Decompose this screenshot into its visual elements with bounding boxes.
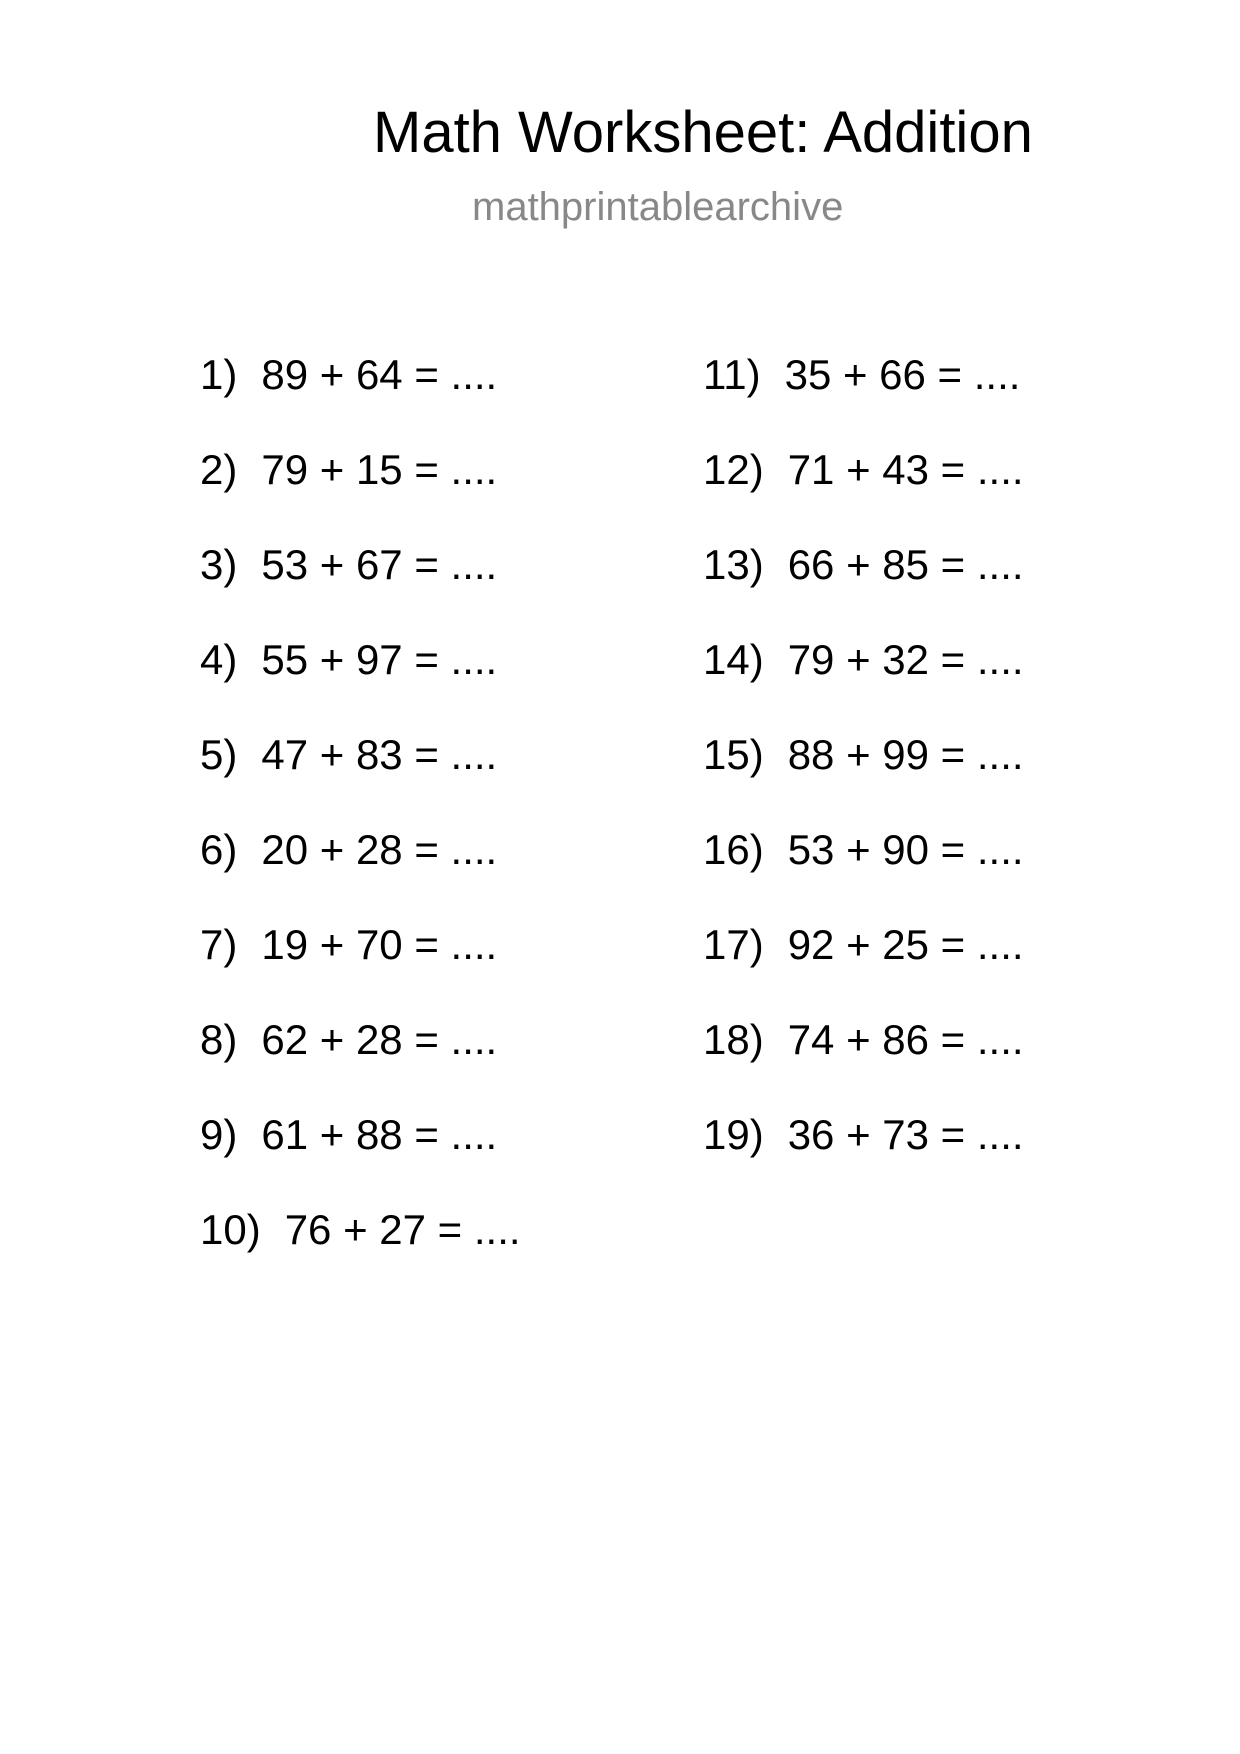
problem-item (200, 1110, 497, 1160)
problem-expression: 55 + 97 = .... (261, 636, 498, 683)
problem-number: 12) (703, 446, 764, 493)
problem-number: 8) (200, 1016, 238, 1063)
problem-item (703, 1015, 1024, 1065)
problem-expression: 88 + 99 = .... (787, 731, 1024, 778)
problem-number: 18) (703, 1016, 764, 1063)
problem-item (200, 920, 497, 970)
problem-number: 15) (703, 731, 764, 778)
problem-expression: 61 + 88 = .... (261, 1111, 498, 1158)
problem-number: 4) (200, 636, 238, 683)
problem-expression: 74 + 86 = .... (787, 1016, 1024, 1063)
problem-item (200, 825, 497, 875)
problem-expression: 20 + 28 = .... (261, 826, 498, 873)
problem-expression: 79 + 32 = .... (787, 636, 1024, 683)
problem-number: 10) (200, 1206, 261, 1253)
problem-number: 17) (703, 921, 764, 968)
problem-number: 7) (200, 921, 238, 968)
problem-item (703, 1110, 1024, 1160)
problem-expression: 36 + 73 = .... (787, 1111, 1024, 1158)
problem-expression: 62 + 28 = .... (261, 1016, 498, 1063)
problem-expression: 66 + 85 = .... (787, 541, 1024, 588)
problem-expression: 53 + 90 = .... (787, 826, 1024, 873)
problem-expression: 89 + 64 = .... (261, 351, 498, 398)
problem-item (703, 920, 1024, 970)
problem-expression: 71 + 43 = .... (787, 446, 1024, 493)
problem-item (703, 825, 1024, 875)
problem-expression: 79 + 15 = .... (261, 446, 498, 493)
problem-item (703, 635, 1024, 685)
problem-item (200, 540, 497, 590)
problem-number: 9) (200, 1111, 238, 1158)
problem-number: 16) (703, 826, 764, 873)
problem-item (200, 730, 497, 780)
problem-expression: 92 + 25 = .... (787, 921, 1024, 968)
problem-item (200, 445, 497, 495)
problem-item (703, 730, 1024, 780)
problem-expression: 47 + 83 = .... (261, 731, 498, 778)
problem-number: 3) (200, 541, 238, 588)
problem-number: 14) (703, 636, 764, 683)
problem-item (703, 445, 1024, 495)
problem-expression: 76 + 27 = .... (284, 1206, 521, 1253)
problem-number: 19) (703, 1111, 764, 1158)
problem-number: 6) (200, 826, 238, 873)
problem-item (200, 635, 497, 685)
problem-item (200, 1205, 521, 1255)
page-subtitle: mathprintablearchive (472, 185, 844, 229)
problem-expression: 19 + 70 = .... (261, 921, 498, 968)
problem-number: 1) (200, 351, 238, 398)
problem-number: 2) (200, 446, 238, 493)
problem-item (703, 350, 1020, 400)
problem-expression: 53 + 67 = .... (261, 541, 498, 588)
problem-item (200, 1015, 497, 1065)
problem-item (200, 350, 497, 400)
problem-number: 5) (200, 731, 238, 778)
problem-item (703, 540, 1024, 590)
page-title: Math Worksheet: Addition (373, 100, 1033, 165)
problem-expression: 35 + 66 = .... (784, 351, 1021, 398)
problem-number: 11) (703, 351, 761, 398)
problem-number: 13) (703, 541, 764, 588)
